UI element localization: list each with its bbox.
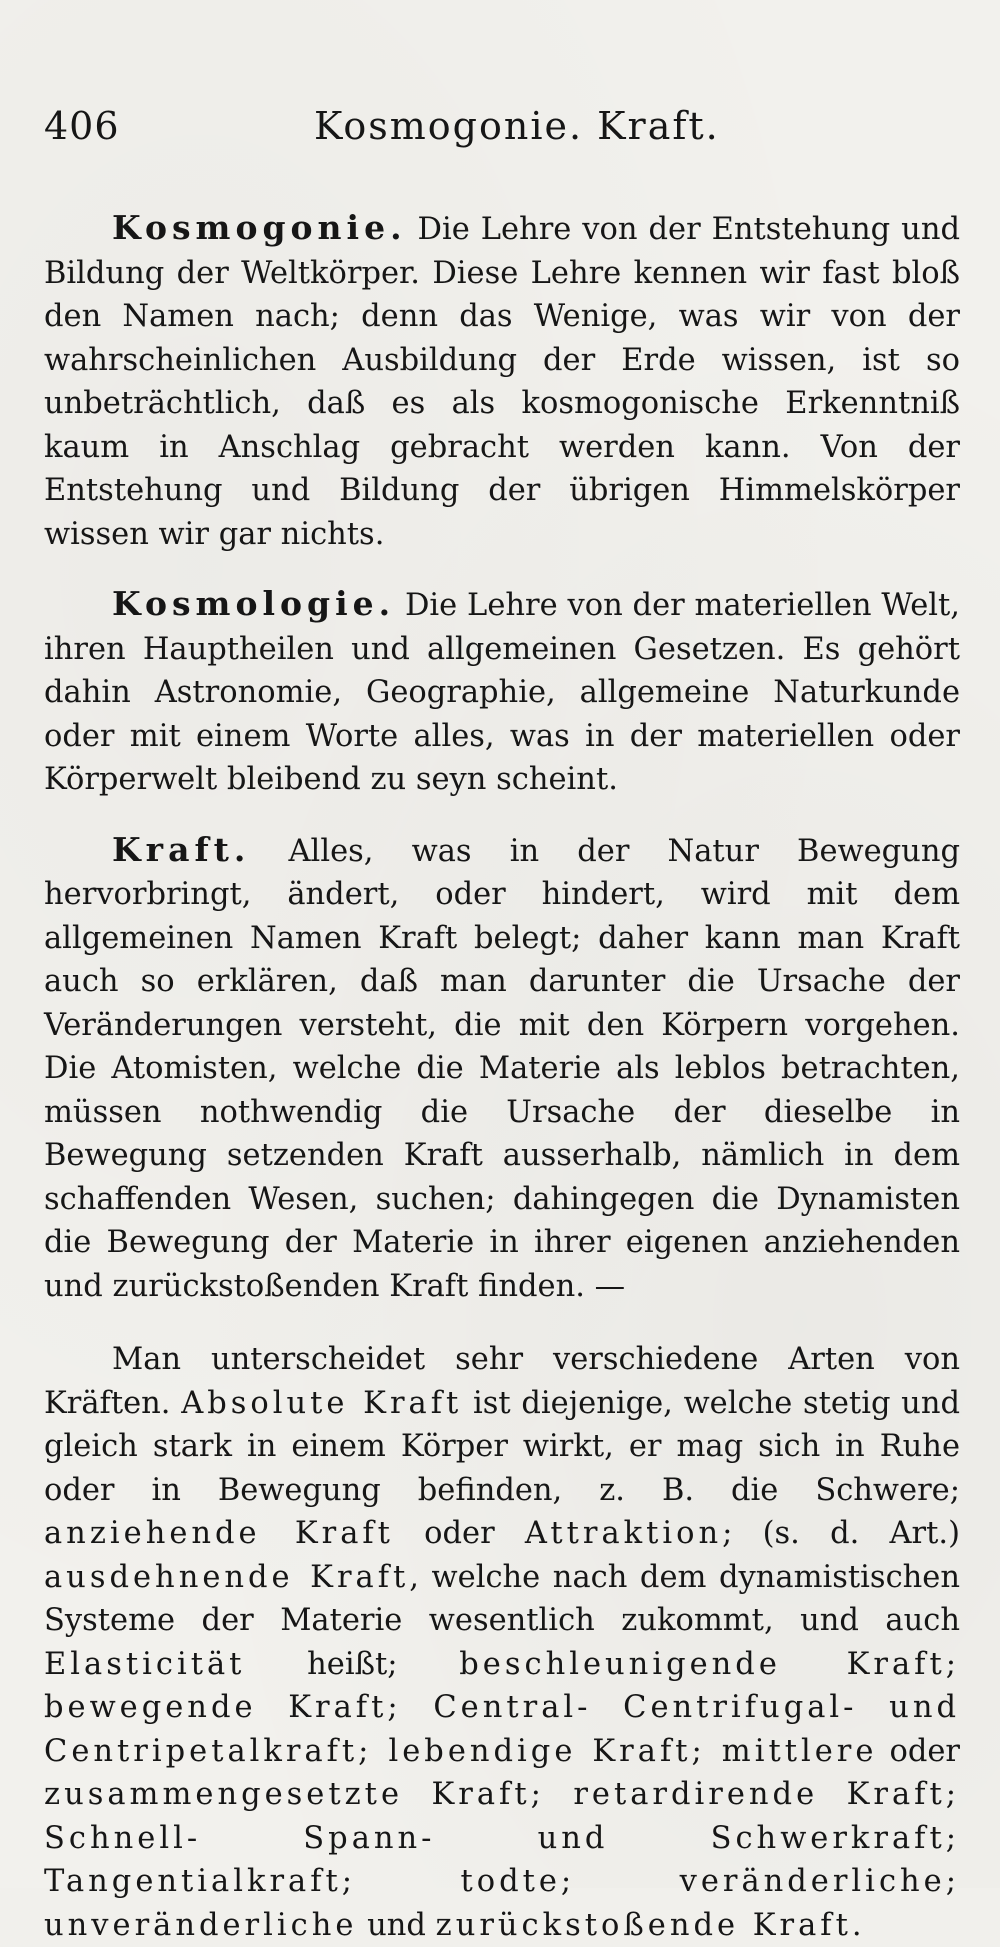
entry-term: Kraft. [112,829,251,869]
entry-term: Kosmologie. [112,584,396,623]
entry-kosmologie [44,582,960,802]
spaced-term: Attraktion [524,1516,723,1551]
entry-kosmogonie [44,206,960,556]
text-run: ; (s. d. Art.) [722,1516,960,1551]
paragraph-kraft-types [44,1338,960,1947]
spaced-term: Absolute Kraft [181,1385,463,1421]
entry-kraft [44,828,960,1309]
spaced-term: beschleunigende Kraft; bewegende Kraft; Central- Centrifugal- und Centripetalkraft; lebendige Kraft; mittlere [44,1646,960,1769]
text-run: heißt; [245,1646,460,1682]
spaced-term: anziehende Kraft [44,1516,394,1551]
entry-text: Die Lehre von der Entstehung und Bildung der Weltkörper. Diese Lehre kennen wir fast bloß den Namen nach; denn das Wenige, was wir von der wahrscheinlichen Ausbildung der Erde wissen, ist so unbeträchtlich, daß es als kosmogonische Erkenntniß kaum in Anschlag gebracht werden kann. Von der Entstehung und Bildung der übrigen Himmelskörper wissen wir gar nichts. [44,212,960,552]
body-text [44,206,960,1947]
spaced-term: zurückstoßende Kraft. [435,1907,866,1943]
entry-text: Alles, was in der Natur Bewegung hervorbringt, ändert, oder hindert, wird mit dem allgemeinen Namen Kraft belegt; daher kann man Kraft auch so erklären, daß man darunter die Ursache der Veränderungen versteht, die mit den Körpern vorgehen. Die Atomisten, welche die Materie als leblos betrachten, müssen nothwendig die Ursache der dieselbe in Bewegung setzenden Kraft ausserhalb, nämlich in dem schaffenden Wesen, suchen; dahingegen die Dynamisten die Bewegung der Materie in ihrer eigenen anziehenden und zurückstoßenden Kraft finden. — [44,833,960,1304]
page-number: 406 [44,104,120,148]
entry-term: Kosmogonie. [112,208,407,247]
text-run: und [357,1907,436,1943]
spaced-term: zusammengesetzte Kraft; retardirende Kraft; Schnell- Spann- und Schwerkraft; Tangentialkraft; todte; veränderliche; unveränderliche [44,1777,960,1943]
spaced-term: Elasticität [44,1646,246,1682]
text-run: ist diejenige, welche stetig und gleich stark in einem Körper wirkt, er mag sich in Ruhe oder in Bewegung befinden, z. B. die Schwere; [44,1385,960,1508]
running-head [44,96,960,156]
running-title: Kosmogonie. Kraft. [314,104,720,148]
entry-text: Die Lehre von der materiellen Welt, ihren Hauptheilen und allgemeinen Gesetzen. Es gehört dahin Astronomie, Geographie, allgemeine Naturkunde oder mit einem Worte alles, was in der materiellen oder Körperwelt bleibend zu seyn scheint. [44,588,960,797]
text-run: oder [877,1733,960,1769]
text-run: , welche nach dem dynamistischen Systeme der Materie wesentlich zukommt, und auch [44,1559,960,1638]
text-run: oder [393,1516,525,1551]
text-run: Man unterscheidet sehr verschiedene Arten von Kräften. [44,1342,960,1421]
spaced-term: ausdehnende Kraft [44,1559,410,1595]
